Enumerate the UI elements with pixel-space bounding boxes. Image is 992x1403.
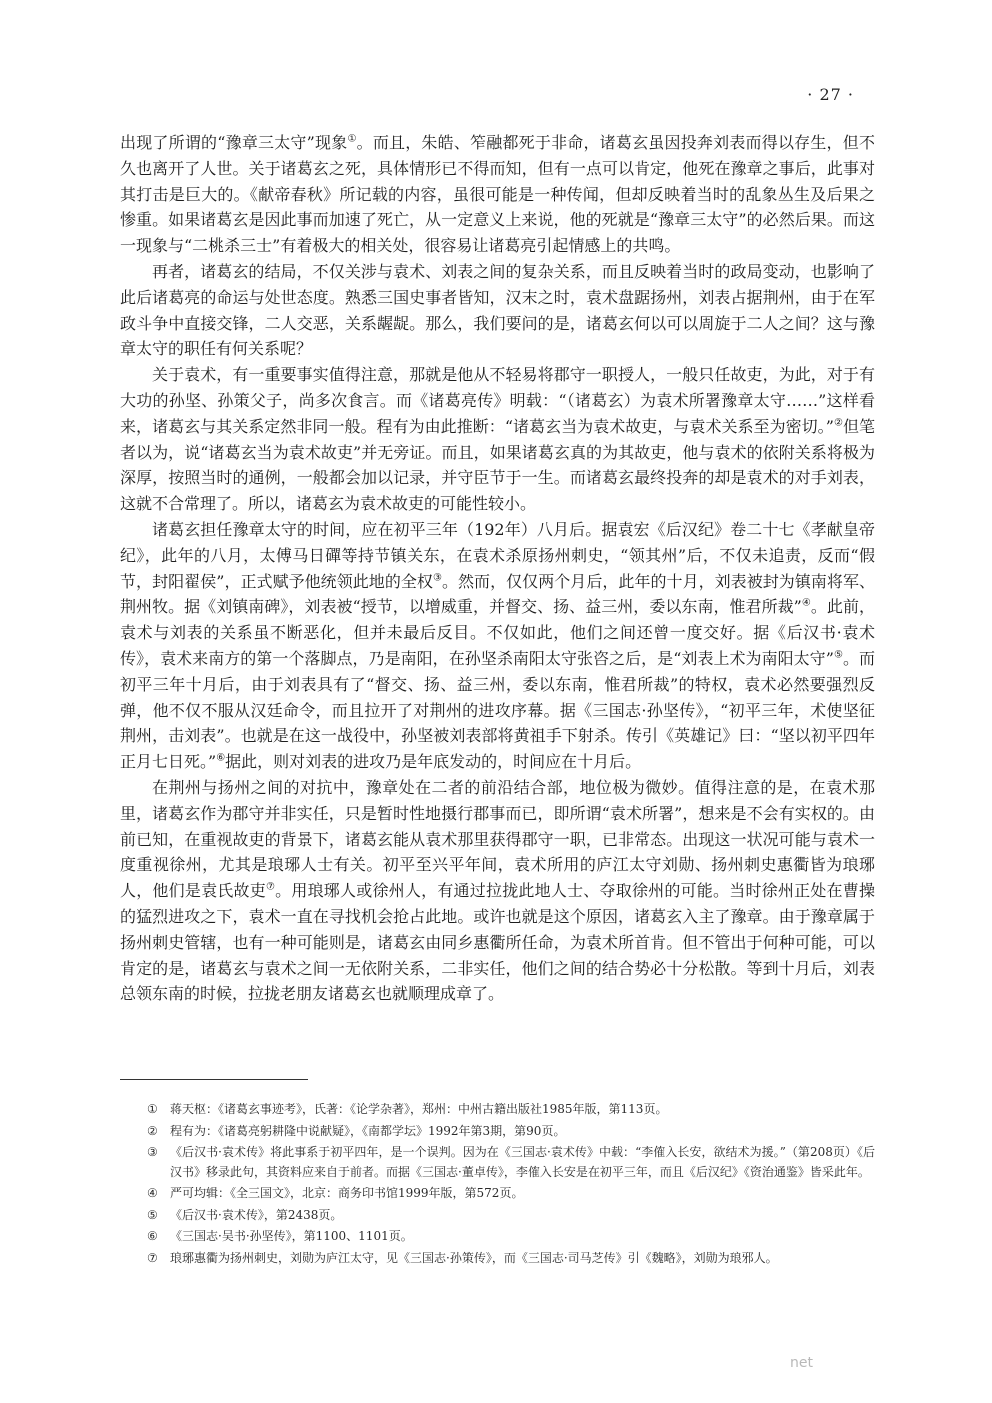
footnote-text: 《三国志·吴书·孙坚传》，第1100、1101页。 xyxy=(170,1229,413,1243)
footnote xyxy=(120,1184,875,1204)
footnote-reference[interactable]: ② xyxy=(833,417,843,429)
body-text xyxy=(120,130,875,1007)
footnote-text: 严可均辑：《全三国文》，北京：商务印书馆1999年版，第572页。 xyxy=(170,1186,524,1200)
footnote-mark: ④ xyxy=(147,1186,158,1200)
paragraph xyxy=(120,775,875,1007)
footnote-reference[interactable]: ⑦ xyxy=(265,881,276,893)
paragraph-text: 。而初平三年十月后，由于刘表具有了“督交、扬、益三州，委以东南，惟君所裁”的特权，袁术必然要强烈反弹，他不仅不服从汉廷命令，而且拉开了对荆州的进攻序幕。据《三国志·孙坚传》，“初平三年，术使坚征荆州，击刘表”。也就是在这一战役中，孙坚被刘表部将黄祖手下射杀。传引《英雄记》曰：“坚以初平四年正月七日死。” xyxy=(120,648,875,772)
footnote-text: 琅琊惠衢为扬州刺史，刘勋为庐江太守，见《三国志·孙策传》，而《三国志·司马芝传》引《魏略》，刘勋为琅邪人。 xyxy=(170,1250,778,1265)
page-number: · 27 · xyxy=(807,85,854,104)
paragraph-text: 诸葛玄担任豫章太守的时间，应在初平三年（192年）八月后。据袁宏《后汉纪》卷二十七《孝献皇帝纪》，此年的八月，太傅马日磾等持节镇关东，在袁术杀原扬州刺史，“领其州”后，不仅未追责，反而“假节，封阳翟侯”，正式赋予他统领此地的全权 xyxy=(120,519,875,591)
footnote-reference[interactable]: ③ xyxy=(432,572,442,584)
paragraph-text: 。用琅琊人或徐州人，有通过拉拢此地人士、夺取徐州的可能。当时徐州正处在曹操的猛烈进攻之下，袁术一直在寻找机会抢占此地。或许也就是这个原因，诸葛玄入主了豫章。由于豫章属于扬州刺史管辖，也有一种可能则是，诸葛玄由同乡惠衢所任命，为袁术所首肯。但不管出于何种可能，可以肯定的是，诸葛玄与袁术之间一无依附关系，二非实任，他们之间的结合势必十分松散。等到十月后，刘表总领东南的时候，拉拢老朋友诸葛玄也就顺理成章了。 xyxy=(120,881,875,1004)
paragraph-text: 出现了所谓的“豫章三太守”现象 xyxy=(120,133,348,152)
footnote xyxy=(120,1206,875,1226)
watermark: net xyxy=(790,1355,813,1371)
footnote-reference[interactable]: ① xyxy=(347,133,357,145)
footnote xyxy=(120,1227,875,1247)
footnote-text: 程有为：《诸葛亮躬耕隆中说献疑》，《南都学坛》1992年第3期，第90页。 xyxy=(170,1123,566,1138)
footnote-reference[interactable]: ⑤ xyxy=(833,649,843,661)
footnote-reference[interactable]: ④ xyxy=(801,598,811,610)
paragraph xyxy=(120,259,875,362)
paragraph-text: 。此前，袁术与刘表的关系虽不断恶化，但并未最后反目。不仅如此，他们之间还曾一度交好。据《后汉书·袁术传》，袁术来南方的第一个落脚点，乃是南阳，在孙坚杀南阳太守张咨之后，是“刘表上术为南阳太守” xyxy=(120,597,875,668)
footnote xyxy=(120,1143,875,1182)
footnote-divider xyxy=(120,1079,308,1080)
paragraph xyxy=(120,130,875,259)
footnote-mark: ② xyxy=(147,1123,158,1138)
footnote xyxy=(120,1249,875,1269)
paragraph-text: 。而且，朱皓、笮融都死于非命，诸葛玄虽因投奔刘表而得以存生，但不久也离开了人世。关于诸葛玄之死，具体情形已不得而知，但有一点可以肯定，他死在豫章之事后，此事对其打击是巨大的。《献帝春秋》所记载的内容，虽很可能是一种传闻，但却反映着当时的乱象丛生及后果之惨重。如果诸葛玄是因此事而加速了死亡，从一定意义上来说，他的死就是“豫章三太守”的必然后果。而这一现象与“二桃杀三士”有着极大的相关处，很容易让诸葛亮引起情感上的共鸣。 xyxy=(120,133,875,256)
paragraph-text: 但笔者以为，说“诸葛玄当为袁术故吏”并无旁证。而且，如果诸葛玄真的为其故吏，他与袁术的依附关系将极为深厚，按照当时的通例，一般都会加以记录，并守臣节于一生。而诸葛玄最终投奔的却是袁术的对手刘表，这就不合常理了。所以，诸葛玄为袁术故吏的可能性较小。 xyxy=(120,416,875,514)
paragraph xyxy=(120,362,875,517)
footnote-text: 《后汉书·袁术传》将此事系于初平四年，是一个误判。因为在《三国志·袁术传》中载：“李傕入长安，欲结术为援。”（第208页）《后汉书》移录此句，其资料应来自于前者。而据《三国志·董卓传》，李傕入长安是在初平三年，而且《后汉纪》《资治通鉴》皆采此年。 xyxy=(170,1145,875,1179)
paragraph-text: 据此，则对刘表的进攻乃是年底发动的，时间应在十月后。 xyxy=(225,752,642,772)
footnote-text: 《后汉书·袁术传》，第2438页。 xyxy=(170,1207,343,1222)
footnote-text: 蒋天枢：《诸葛玄事迹考》，氏著：《论学杂著》，郑州：中州古籍出版社1985年版，第113页。 xyxy=(170,1102,668,1116)
footnote xyxy=(120,1100,875,1120)
footnote-reference[interactable]: ⑥ xyxy=(216,752,226,764)
footnote-mark: ③ xyxy=(147,1145,158,1159)
paragraph-text: 关于袁术，有一重要事实值得注意，那就是他从不轻易将郡守一职授人，一般只任故吏，为此，对于有大功的孙坚、孙策父子，尚多次食言。而《诸葛亮传》明载：“（诸葛玄）为袁术所署豫章太守……”这样看来，诸葛玄与其关系定然非同一般。程有为由此推断：“诸葛玄当为袁术故吏，与袁术关系至为密切。” xyxy=(120,365,875,436)
paragraph-text: 在荆州与扬州之间的对抗中，豫章处在二者的前沿结合部，地位极为微妙。值得注意的是，在袁术那里，诸葛玄作为郡守并非实任，只是暂时性地摄行郡事而已，即所谓“袁术所署”，想来是不会有实权的。由前已知，在重视故吏的背景下，诸葛玄能从袁术那里获得郡守一职，已非常态。出现这一状况可能与袁术一度重视徐州，尤其是琅琊人士有关。初平至兴平年间，袁术所用的庐江太守刘勋、扬州刺史惠衢皆为琅琊人，他们是袁氏故吏 xyxy=(120,777,875,901)
footnote-mark: ⑥ xyxy=(147,1229,158,1243)
footnote-mark: ⑦ xyxy=(147,1250,158,1265)
footnote xyxy=(120,1122,875,1142)
paragraph-text: 再者，诸葛玄的结局，不仅关涉与袁术、刘表之间的复杂关系，而且反映着当时的政局变动，也影响了此后诸葛亮的命运与处世态度。熟悉三国史事者皆知，汉末之时，袁术盘踞扬州，刘表占据荆州，由于在军政斗争中直接交锋，二人交恶，关系龌龊。那么，我们要问的是，诸葛玄何以可以周旋于二人之间？这与豫章太守的职任有何关系呢？ xyxy=(120,261,875,359)
footnotes xyxy=(120,1100,875,1270)
footnote-mark: ① xyxy=(147,1102,158,1116)
paragraph xyxy=(120,517,875,775)
footnote-mark: ⑤ xyxy=(147,1207,158,1222)
paragraph-text: 。然而，仅仅两个月后，此年的十月，刘表被封为镇南将军、荆州牧。据《刘镇南碑》，刘表被“授节，以增威重，并督交、扬、益三州，委以东南，惟君所裁” xyxy=(120,571,875,617)
